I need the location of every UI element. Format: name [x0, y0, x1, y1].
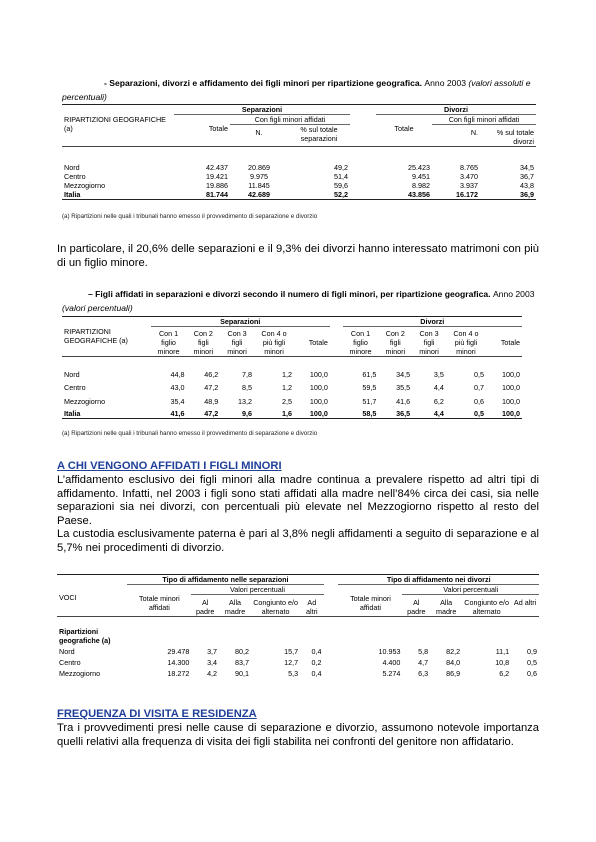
table1-group-divorzi: Divorzi	[376, 105, 536, 115]
paragraph-figli-minori: In particolare, il 20,6% delle separazioni e il 9,3% dei divorzi hanno interessato matrimoni con più di un figlio minore.	[57, 243, 539, 269]
table-row: Mezzogiorno 35,4 48,9 13,2 2,5 100,0 51,7 41,6 6,2 0,6 100,0	[64, 397, 520, 406]
table1-caption-unit: (valori assoluti e percentuali)	[62, 78, 531, 102]
table1-col-totale-sep: Totale	[208, 124, 228, 133]
table2-group-separazioni: Separazioni	[151, 317, 330, 327]
table1-row-header: RIPARTIZIONI GEOGRAFICHE (a)	[62, 105, 174, 147]
table3-voci: VOCI	[57, 575, 127, 617]
table2-row-header: RIPARTIZIONI GEOGRAFICHE (a)	[62, 317, 151, 357]
table-row: Centro 14.300 3,4 83,7 12,7 0,2 4.400 4,7 84,0 10,8 0,5	[59, 658, 537, 667]
section-heading-affidamento: A CHI VENGONO AFFIDATI I FIGLI MINORI	[57, 460, 282, 472]
table1-col-totale-div: Totale	[394, 124, 414, 133]
table1-col-pct-sep: % sul totale separazioni	[300, 125, 338, 143]
table3-group-divorzi: Tipo di affidamento nei divorzi	[338, 575, 539, 585]
table1-col-n-sep: N.	[255, 128, 263, 137]
table2-caption-unit: (valori percentuali)	[62, 303, 133, 313]
table1-footnote: (a) Ripartizioni nelle quali i tribunali hanno emesso il provvedimento di separazione e divorzio	[62, 213, 318, 220]
table1-col-pct-div: % sul totale divorzi	[496, 128, 534, 146]
table2-group-divorzi: Divorzi	[343, 317, 522, 327]
table-row: Nord 29.478 3,7 80,2 15,7 0,4 10.953 5,8 82,2 11,1 0,9	[59, 647, 537, 656]
table-row: Centro 43,0 47,2 8,5 1,2 100,0 59,5 35,5 4,4 0,7 100,0	[64, 383, 520, 392]
table2-caption-year: Anno 2003	[492, 289, 535, 299]
table-row: Centro 19.421 9.975 51,4 9.451 3.470 36,7	[64, 172, 534, 181]
table1-caption-title: - Separazioni, divorzi e affidamento dei figli minori per ripartizione geografica.	[104, 78, 423, 88]
table1	[62, 104, 536, 200]
section-heading-frequenza: FREQUENZA DI VISITA E RESIDENZA	[57, 708, 257, 720]
table1-sub-div: Con figli minori affidati	[432, 115, 536, 125]
table3: VOCI Tipo di affidamento nelle separazioni Tipo di affidamento nei divorzi Totale minori affidati Valori percentuali Totale minori affidati Valori percentuali Al padre Alla madre Congiunto e/o alternato Ad altri Al padre Alla madre Congiunto e/o alternato Ad altri Ripartizioni geografiche (a) Nord 29.478 3,7 80,2 15,7 0,4 10.953 5,8 82,2 11,1 0,9 Centro 14.300 3,4 83,7 12,7 0,2 4.400 4,7 84,0 10,8 0,5 Mezzogiorno 18.272 4,2 90,1 5,3 0,4 5.274 6,3 86,9 6,2 0,6	[59, 575, 537, 678]
table-row: Mezzogiorno 18.272 4,2 90,1 5,3 0,4 5.274 6,3 86,9 6,2 0,6	[59, 669, 537, 678]
table2-caption	[62, 287, 538, 315]
section1-paragraph-1: L’affidamento esclusivo dei figli minori alla madre continua a prevalere rispetto ad altri tipi di affidamento. Infatti, nel 2003 i figli sono stati affidati alla madre nell’84% circa dei casi, sia nelle separazioni sia nei divorzi, con percentuali più elevate nel Mezzogiorno rispetto al resto del Paese.	[57, 474, 539, 527]
section1-paragraph-2: La custodia esclusivamente paterna è pari al 3,8% negli affidamenti a seguito di separazione e al 5,7% nei procedimenti di divorzio.	[57, 528, 539, 554]
table1-col-n-div: N.	[470, 128, 478, 137]
table1-caption	[62, 76, 532, 104]
table1-sub-sep: Con figli minori affidati	[230, 115, 350, 125]
table2-caption-title: – Figli affidati in separazioni e divorzi secondo il numero di figli minori, per ripartizione geografica.	[88, 289, 491, 299]
table1-caption-year: Anno 2003	[424, 78, 466, 88]
table1-group-separazioni: Separazioni	[174, 105, 350, 115]
table-row-total: Italia 81.744 42.689 52,2 43.856 16.172 36,9	[64, 190, 534, 199]
table2: RIPARTIZIONI GEOGRAFICHE (a) Separazioni Divorzi Con 1 figlio minore Con 2 figli minori Con 3 figli minori Con 4 o più figli minori Totale Con 1 figlio minore Con 2 figli minori Con 3 figli minori Con 4 o più figli minori Totale Nord 44,8 46,2 7,8 1,2 100,0 61,5 34,5 3,5 0,5 100,0 Centro 43,0 47,2 8,5 1,2 100,0 59,5 35,5 4,4 0,7 100,0 Mezzogiorno 35,4 48,9 13,2 2,5 100,0 51,7 41,6 6,2 0,6 100,0 Italia 41,6 47,2 9,6 1,6 100,0 58,5 36,5 4,4 0,5 100,0	[64, 317, 520, 418]
table3-section-label: Ripartizioni geografiche (a)	[59, 627, 111, 645]
table-row: Mezzogiorno 19.886 11.845 59,6 8.982 3.937 43,8	[64, 181, 534, 190]
table-row-total: Italia 41,6 47,2 9,6 1,6 100,0 58,5 36,5 4,4 0,5 100,0	[62, 406, 522, 419]
section2-paragraph-1: Tra i provvedimenti presi nelle cause di separazione e divorzio, assumono notevole importanza quelli relativi alla frequenza di visita dei figli stabilita nei confronti del genitore non affidatario.	[57, 722, 539, 748]
table2-footnote: (a) Ripartizioni nelle quali i tribunali hanno emesso il provvedimento di separazione e divorzio	[62, 430, 318, 437]
table-row: Nord 42.437 20.869 49,2 25.423 8.765 34,5	[64, 163, 534, 172]
table3-group-separazioni: Tipo di affidamento nelle separazioni	[127, 575, 323, 585]
table-row: Nord 44,8 46,2 7,8 1,2 100,0 61,5 34,5 3,5 0,5 100,0	[64, 370, 520, 379]
